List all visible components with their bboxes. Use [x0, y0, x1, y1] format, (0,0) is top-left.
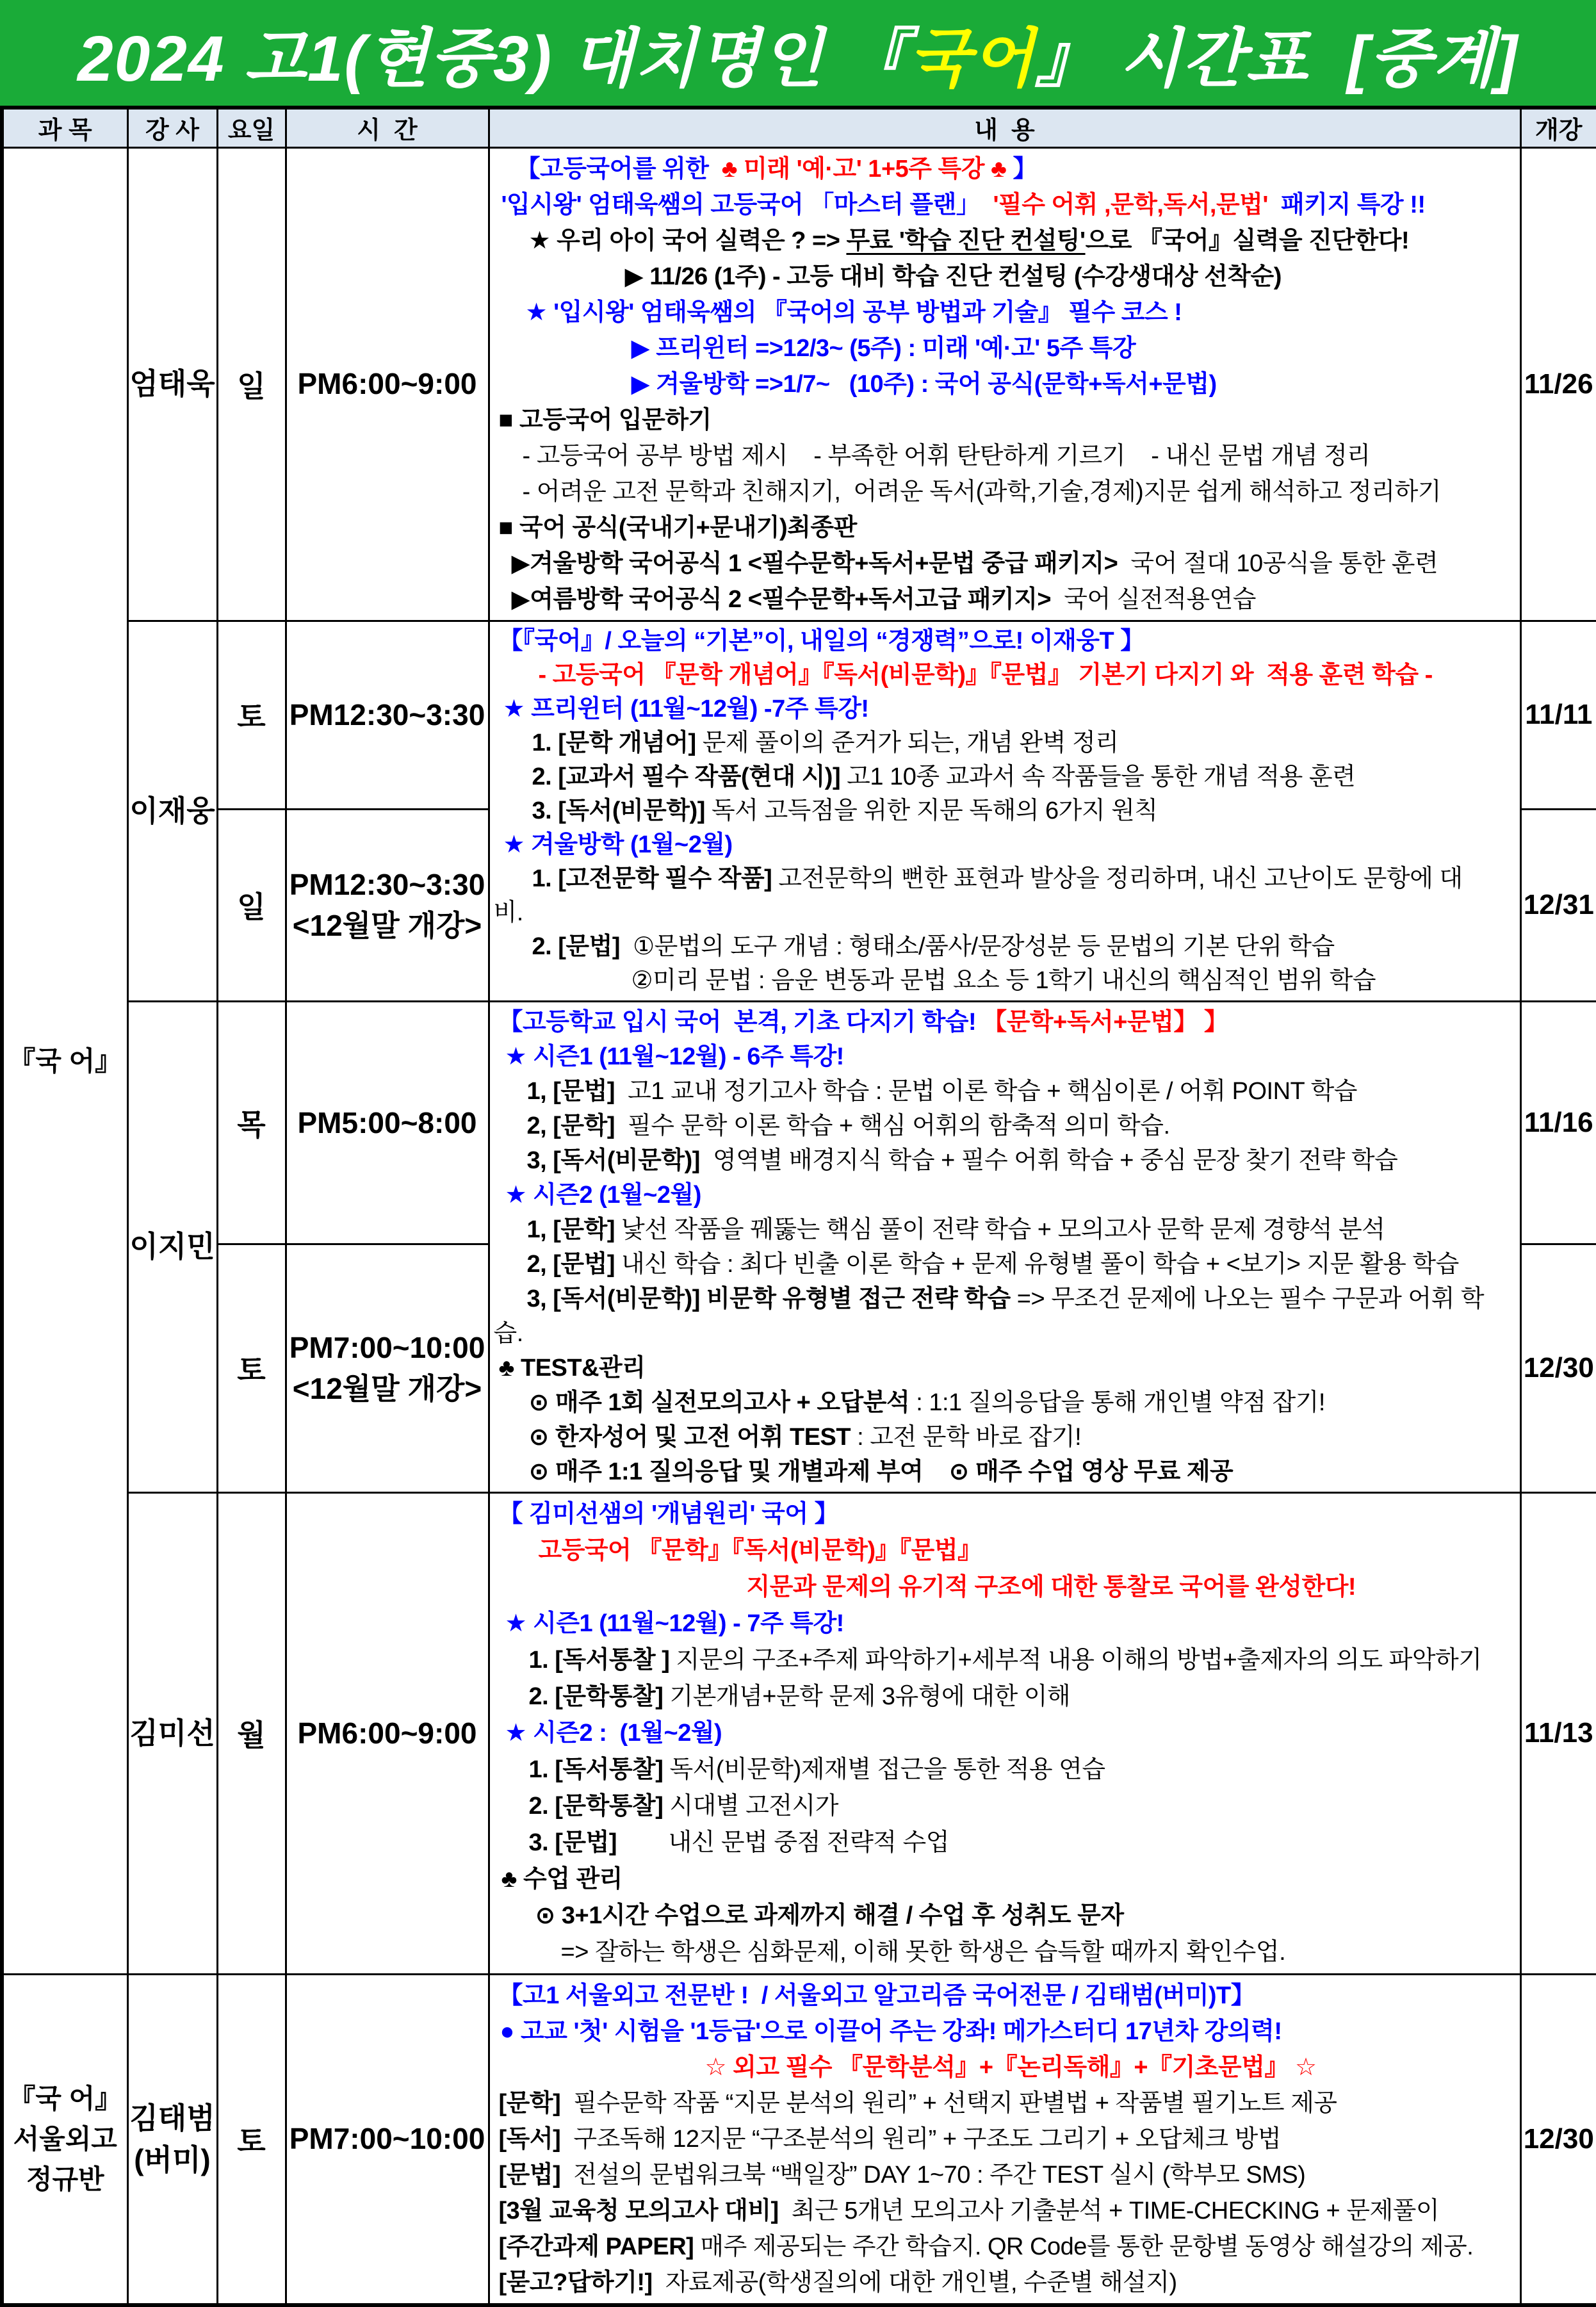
day-cell: 목 [217, 1001, 286, 1244]
content-segment: 필수문학 작품 “지문 분석의 원리” + 선택지 판별법 + 작품별 필기노트 제공 [560, 2089, 1337, 2117]
content-segment: 내신 학습 : 최다 빈출 이론 학습 + 문제 유형별 풀이 학습 + <보기> 지문 활용 학습 [614, 1250, 1459, 1278]
content-line [494, 187, 1516, 223]
content-line [494, 2121, 1516, 2157]
cell-line: (버미) [134, 2142, 211, 2176]
content-line [494, 1316, 1516, 1351]
content-segment: ②미리 문법 : 음운 변동과 문법 요소 등 1학기 내신의 핵심적인 범위 학습 [631, 966, 1376, 994]
content-segment: 독서(비문학)제재별 접근을 통한 적용 연습 [663, 1756, 1105, 1783]
content-segment: 기본개념+문학 문제 3유형에 대한 이해 [663, 1683, 1071, 1710]
content-segment: 2. [문학통찰] [528, 1792, 664, 1820]
content-segment: 【 김미선샘의 '개념원리' 국어 】 [498, 1500, 839, 1528]
content-segment: 낯선 작품을 꿰뚫는 핵심 풀이 전략 학습 + 모의고사 문학 문제 경향석 분석 [614, 1216, 1385, 1243]
cell-line: 정규반 [26, 2164, 104, 2194]
content-segment: 지문의 구조+주제 파악하기+세부적 내용 이해의 방법+출제자의 의도 파악하기 [669, 1646, 1482, 1674]
content-segment: [문학] [498, 2089, 561, 2117]
content-segment: ♣ 수업 관리 [501, 1865, 623, 1893]
teacher-cell [127, 1974, 217, 2305]
content-segment: ★ 겨울방학 (1월~2월) [503, 831, 733, 858]
content-segment: ⊙ 매주 1:1 질의응답 및 개별과제 부여 ⊙ 매주 수업 영상 무료 제공 [528, 1458, 1234, 1485]
content-segment: ▶겨울방학 국어공식 1 <필수문학+독서+문법 중급 패키지> [511, 550, 1118, 577]
content-segment: ☆ 외고 필수 『문학분석』+『논리독해』+『기초문법』 ☆ [704, 2053, 1317, 2081]
col-header-day: 요일 [217, 108, 286, 147]
table-row [2, 1001, 1596, 1244]
content-segment: 지문과 문제의 유기적 구조에 대한 통찰로 국어를 완성한다! [746, 1573, 1356, 1601]
content-line [494, 794, 1516, 828]
content-line [494, 1569, 1516, 1606]
content-segment: 패키지 특강 !! [1267, 191, 1426, 218]
start-date-cell: 11/11 [1520, 621, 1596, 809]
start-date-cell: 11/26 [1520, 147, 1596, 621]
content-line [494, 2014, 1516, 2050]
content-segment: 고전문학의 뻔한 표현과 발상을 정리하며, 내신 고난이도 문항에 대 [772, 865, 1463, 892]
day-cell: 일 [217, 809, 286, 1001]
content-segment: ▶ 겨울방학 =>1/7~ (10주) : 국어 공식(문학+독서+문법) [631, 370, 1217, 398]
content-segment: 2, [문법] [526, 1250, 615, 1278]
content-segment: 전설의 문법워크북 “백일장” DAY 1~70 : 주간 TEST 실시 (학부모 SMS) [560, 2161, 1306, 2189]
content-line [494, 1715, 1516, 1752]
content-segment: [3월 교육청 모의고사 대비] [498, 2197, 779, 2224]
col-header-content: 내 용 [489, 108, 1520, 147]
content-line [494, 1533, 1516, 1569]
day-cell: 토 [217, 621, 286, 809]
content-segment: ★ '입시왕' 엄태욱쌤의 『국어의 공부 방법과 기술』 필수 코스 ! [525, 298, 1182, 326]
start-date-cell: 11/16 [1520, 1001, 1596, 1244]
content-line [494, 1978, 1516, 2014]
content-cell [489, 1492, 1520, 1974]
content-line [494, 366, 1516, 402]
content-segment: ★ 프리윈터 (11월~12월) -7주 특강! [503, 695, 869, 722]
content-segment: [주간과제 PAPER] [498, 2233, 694, 2260]
time-cell [286, 621, 489, 809]
col-header-subject: 과 목 [2, 108, 127, 147]
content-line [494, 1420, 1516, 1455]
time-cell [286, 1492, 489, 1974]
content-segment: 최근 5개년 모의고사 기출분석 + TIME-CHECKING + 문제풀이 [778, 2197, 1440, 2224]
content-line [494, 510, 1516, 546]
content-line [494, 474, 1516, 510]
content-segment: ⊙ 한자성어 및 고전 어휘 TEST [528, 1423, 851, 1451]
content-segment: 고등국어 『문학』『독서(비문학)』『문법』 [538, 1537, 982, 1564]
content-line [494, 1788, 1516, 1825]
subject-cell-row5 [2, 1974, 127, 2305]
content-line [494, 828, 1516, 862]
content-line [494, 2265, 1516, 2301]
col-header-start: 개강 [1520, 108, 1596, 147]
content-line [494, 760, 1516, 794]
content-segment: ★ 시즌2 : (1월~2월) [505, 1719, 722, 1747]
content-segment: - 고등국어 공부 방법 제시 - 부족한 어휘 탄탄하게 기르기 - 내신 문법 개념 정리 [522, 442, 1371, 469]
content-segment: : 고전 문학 바로 잡기! [851, 1423, 1082, 1451]
content-segment: 【문학+독서+문법】 】 [982, 1008, 1228, 1036]
content-line [494, 1005, 1516, 1039]
content-segment: 영역별 배경지식 학습 + 필수 어휘 학습 + 중심 문장 찾기 전략 학습 [699, 1146, 1398, 1174]
content-segment: 으로 『국어』실력을 진단한다! [1085, 227, 1410, 254]
start-date-cell: 11/13 [1520, 1492, 1596, 1974]
table-row [2, 621, 1596, 809]
content-line [494, 1385, 1516, 1420]
content-line [494, 2050, 1516, 2085]
content-line [494, 1496, 1516, 1533]
start-date-cell: 12/31 [1520, 809, 1596, 1001]
cell-line: 서울외고 [13, 2124, 117, 2154]
cell-line: 『국 어』 [8, 2083, 122, 2114]
content-segment: 1, [문학] [526, 1216, 615, 1243]
content-line [494, 151, 1516, 187]
content-segment: 【고1 서울외고 전문반 ! / 서울외고 알고리즘 국어전문 / 김태범(버미)T】 [498, 1982, 1255, 2009]
content-segment: ♣ TEST&관리 [498, 1354, 646, 1382]
content-line [494, 692, 1516, 726]
content-segment: [독서] [498, 2125, 561, 2153]
content-line [494, 2085, 1516, 2121]
content-segment: 【『국어』/ 오늘의 “기본”이, 내일의 “경쟁력”으로! 이재웅T 】 [498, 627, 1144, 655]
day-cell: 일 [217, 147, 286, 621]
content-segment: 1. [고전문학 필수 작품] [532, 865, 772, 892]
content-segment: => 잘하는 학생은 심화문제, 이해 못한 학생은 습득할 때까지 확인수업. [560, 1938, 1286, 1966]
content-line [494, 546, 1516, 582]
content-segment: 내신 문법 중점 전략적 수업 [616, 1829, 949, 1856]
cell-line: PM7:00~10:00 [289, 1331, 485, 1365]
content-segment: 1. [문학 개념어] [532, 729, 696, 756]
content-line [494, 582, 1516, 617]
content-segment: 【고등국어를 위한 [516, 155, 722, 183]
content-segment: 습. [493, 1319, 523, 1347]
content-cell [489, 147, 1520, 621]
content-line [494, 1606, 1516, 1642]
cell-line: PM12:30~3:30 [289, 867, 485, 901]
content-segment: ①문법의 도구 개념 : 형태소/품사/문장성분 등 문법의 기본 단위 학습 [619, 933, 1335, 960]
content-segment: 독서 고득점을 위한 지문 독해의 6가지 원칙 [704, 797, 1158, 824]
content-segment: '필수 어휘 ,문학,독서,문법' [993, 191, 1268, 218]
start-date-cell: 12/30 [1520, 1974, 1596, 2305]
content-cell [489, 621, 1520, 1001]
col-header-time: 시 간 [286, 108, 489, 147]
content-line [494, 1642, 1516, 1679]
content-segment: 고1 10종 교과서 속 작품들을 통한 개념 적용 훈련 [840, 763, 1356, 790]
content-line [494, 1282, 1516, 1316]
content-segment: '입시왕' 엄태욱쌤의 고등국어 「마스터 플랜」 [501, 191, 993, 218]
content-segment: 시대별 고전시가 [663, 1792, 838, 1820]
content-line [494, 930, 1516, 964]
teacher-cell: 김미선 [127, 1492, 217, 1974]
content-segment: 비. [493, 899, 523, 926]
content-line [494, 2229, 1516, 2265]
cell-line: PM6:00~9:00 [297, 1716, 477, 1750]
content-line [494, 658, 1516, 692]
content-segment: 3. [문법] [528, 1829, 617, 1856]
cell-line: PM6:00~9:00 [297, 367, 477, 401]
content-line [494, 1143, 1516, 1178]
content-line [494, 223, 1516, 259]
content-line [494, 964, 1516, 998]
cell-line: PM12:30~3:30 [289, 698, 485, 732]
content-line [494, 1212, 1516, 1247]
title-subject-highlight: 국어 [908, 22, 1036, 95]
content-segment: 자료제공(학생질의에 대한 개인별, 수준별 해설지) [652, 2269, 1177, 2296]
content-line [494, 1351, 1516, 1385]
content-segment: ▶ 프리윈터 =>12/3~ (5주) : 미래 '예·고' 5주 특강 [631, 334, 1136, 362]
content-segment: ▶ 11/26 (1주) - 고등 대비 학습 진단 컨설팅 (수강생대상 선착순) [624, 263, 1282, 290]
content-line [494, 1109, 1516, 1143]
content-segment: ★ 시즌1 (11월~12월) - 7주 특강! [505, 1610, 844, 1637]
content-line [494, 259, 1516, 295]
content-segment: 필수 문학 이론 학습 + 핵심 어휘의 함축적 의미 학습. [614, 1112, 1170, 1139]
content-line [494, 624, 1516, 658]
content-line [494, 438, 1516, 474]
content-line [494, 1679, 1516, 1715]
table-row [2, 1974, 1596, 2305]
day-cell: 월 [217, 1492, 286, 1974]
content-segment: 3, [독서(비문학)] 비문학 유형별 접근 전략 학습 [526, 1285, 1011, 1312]
teacher-cell: 이지민 [127, 1001, 217, 1492]
content-line [494, 402, 1516, 438]
content-segment: [문법] [498, 2161, 561, 2189]
content-segment: - 고등국어 『문학 개념어』『독서(비문학)』『문법』 기본기 다지기 와 적용 훈련 학습 - [538, 661, 1433, 689]
time-cell [286, 1244, 489, 1492]
content-segment: 구조독해 12지문 “구조분석의 원리” + 구조도 그리기 + 오답체크 방법 [560, 2125, 1282, 2153]
header-row [2, 108, 1596, 147]
content-line [494, 862, 1516, 896]
cell-line: PM7:00~10:00 [289, 2122, 485, 2156]
content-segment: 국어 절대 10공식을 통한 훈련 [1118, 550, 1438, 577]
content-segment: ● 고교 '첫' 시험을 '1등급'으로 이끌어 주는 강좌! 메가스터디 17년차 강의력! [500, 2018, 1282, 2045]
content-segment: 【고등학교 입시 국어 본격, 기초 다지기 학습! [498, 1008, 983, 1036]
content-line [494, 330, 1516, 366]
content-line [494, 1934, 1516, 1971]
start-date-cell: 12/30 [1520, 1244, 1596, 1492]
content-line [494, 1074, 1516, 1109]
content-segment: 3, [독서(비문학)] [526, 1146, 700, 1174]
content-cell [489, 1974, 1520, 2305]
content-line [494, 1039, 1516, 1074]
day-cell: 토 [217, 1244, 286, 1492]
content-segment: ■ 국어 공식(국내기+문내기)최종판 [498, 514, 857, 541]
time-cell [286, 147, 489, 621]
content-line [494, 1455, 1516, 1489]
teacher-cell: 엄태욱 [127, 147, 217, 621]
content-segment: 매주 제공되는 주간 학습지. QR Code를 통한 문항별 동영상 해설강의 제공. [694, 2233, 1474, 2260]
subject-cell: 『국 어』 [2, 147, 127, 1974]
content-segment: 2. [교과서 필수 작품(현대 시)] [532, 763, 841, 790]
cell-line: PM5:00~8:00 [297, 1105, 477, 1139]
content-segment: 1. [독서통찰] [528, 1756, 664, 1783]
title-banner [0, 0, 1596, 106]
content-line [494, 2157, 1516, 2193]
content-segment: 2. [문법] [532, 933, 620, 960]
title-text: 2024 고1(현중3) 대치명인 『 [77, 22, 909, 95]
table-row [2, 1492, 1596, 1974]
content-segment: ⊙ 3+1시간 수업으로 과제까지 해결 / 수업 후 성취도 문자 [535, 1902, 1124, 1929]
content-cell [489, 1001, 1520, 1492]
content-segment: 국어 실전적용연습 [1051, 585, 1256, 613]
content-segment: 1, [문법] [526, 1077, 615, 1105]
content-segment: 고1 교내 정기고사 학습 : 문법 이론 학습 + 핵심이론 / 어휘 POINT 학습 [614, 1077, 1358, 1105]
content-line [494, 1898, 1516, 1934]
content-segment: 문제 풀이의 준거가 되는, 개념 완벽 정리 [696, 729, 1119, 756]
content-line [494, 1825, 1516, 1861]
content-segment: ⊙ 매주 1회 실전모의고사 + 오답분석 [528, 1389, 910, 1416]
content-segment: ♣ 미래 '예·고' 1+5주 특강 ♣ [721, 155, 1007, 183]
content-line [494, 1247, 1516, 1282]
table-row [2, 147, 1596, 621]
cell-line: <12월말 개강> [292, 909, 482, 943]
content-line [494, 896, 1516, 930]
content-segment: : 1:1 질의응답을 통해 개인별 약점 잡기! [909, 1389, 1325, 1416]
content-segment: ★ 시즌2 (1월~2월) [505, 1181, 701, 1209]
content-line [494, 2193, 1516, 2229]
title-text-tail: 』 시간표 [중계] [1035, 22, 1519, 95]
cell-line: <12월말 개강> [292, 1372, 482, 1406]
time-cell [286, 1001, 489, 1244]
time-cell [286, 809, 489, 1001]
content-segment: => 무조건 문제에 나오는 필수 구문과 어휘 학 [1010, 1285, 1485, 1312]
day-cell: 토 [217, 1974, 286, 2305]
content-segment: [묻고?답하기!] [498, 2269, 653, 2296]
content-line [494, 1178, 1516, 1212]
content-segment: ★ 우리 아이 국어 실력은 ? => [528, 227, 847, 254]
content-line [494, 295, 1516, 330]
content-line [494, 1861, 1516, 1898]
content-segment: 】 [1006, 155, 1038, 183]
teacher-cell: 이재웅 [127, 621, 217, 1001]
content-segment: ■ 고등국어 입문하기 [498, 406, 712, 434]
content-segment: ★ 시즌1 (11월~12월) - 6주 특강! [505, 1043, 844, 1070]
content-segment: 2. [문학통찰] [528, 1683, 664, 1710]
content-segment: 3. [독서(비문학)] [532, 797, 705, 824]
content-segment: - 어려운 고전 문학과 친해지기, 어려운 독서(과학,기술,경제)지문 쉽게 해석하고 정리하기 [522, 478, 1441, 505]
content-segment: ▶여름방학 국어공식 2 <필수문학+독서고급 패키지> [511, 585, 1052, 613]
time-cell [286, 1974, 489, 2305]
col-header-teacher: 강 사 [127, 108, 217, 147]
cell-line: 김태범 [129, 2101, 215, 2135]
content-segment: 1. [독서통찰 ] [528, 1646, 670, 1674]
content-line [494, 726, 1516, 760]
content-segment: 2, [문학] [526, 1112, 615, 1139]
content-segment: 무료 '학습 진단 컨설팅' [846, 227, 1086, 254]
content-line [494, 1752, 1516, 1788]
timetable [0, 106, 1596, 2307]
